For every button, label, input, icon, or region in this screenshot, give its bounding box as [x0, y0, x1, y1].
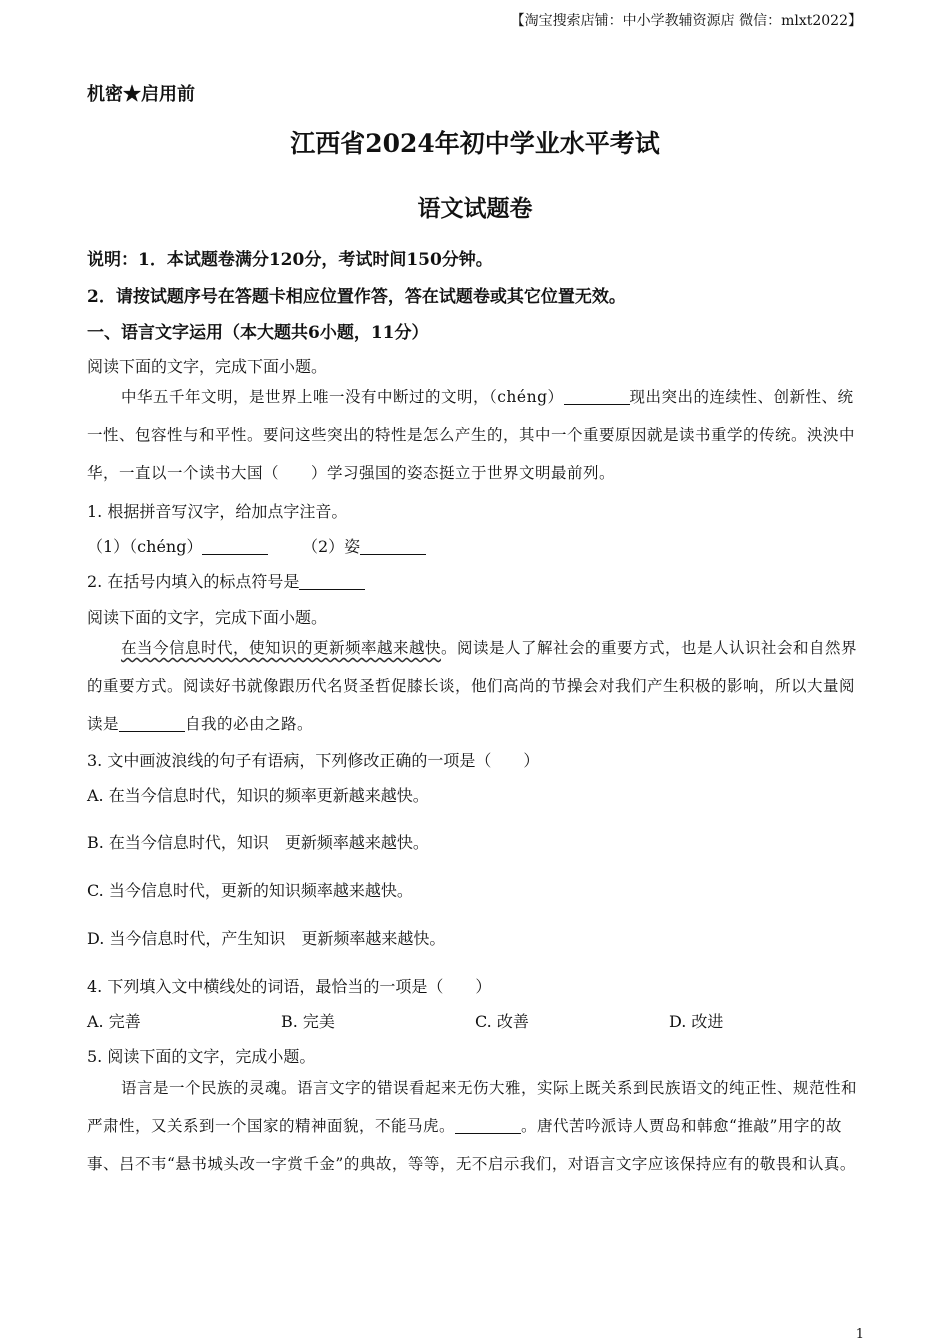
passage-1-part-a: 中华五千年文明，是世界上唯一没有中断过的文明，（chéng） [121, 388, 564, 406]
passage-2-part-b: 自我的必由之路。 [185, 715, 314, 733]
question-4-option-b: B. 完美 [281, 1012, 335, 1031]
question-3-option-a: A. 在当今信息时代，知识的频率更新越来越快。 [87, 786, 429, 805]
passage-1 [87, 378, 859, 492]
page-number: 1 [855, 1327, 864, 1342]
instruction-2: 阅读下面的文字，完成下面小题。 [87, 608, 328, 627]
question-1-item-2-label: （2）姿 [302, 537, 361, 556]
question-3-option-b: B. 在当今信息时代，知识 更新频率越来越快。 [87, 833, 429, 852]
note-1: 说明：1．本试题卷满分120分，考试时间150分钟。 [87, 250, 493, 270]
note-2: 2．请按试题序号在答题卡相应位置作答，答在试题卷或其它位置无效。 [87, 287, 626, 307]
header-note: 【淘宝搜索店铺：中小学教辅资源店 微信：mlxt2022】 [510, 13, 862, 29]
question-1-item-2 [302, 534, 426, 557]
question-1-item-1-blank [202, 538, 268, 555]
passage-1-blank [564, 389, 630, 406]
question-3: 3. 文中画波浪线的句子有语病，下列修改正确的一项是（ ） [87, 751, 540, 770]
exam-subtitle: 语文试题卷 [417, 195, 533, 222]
passage-3-blank [455, 1118, 521, 1135]
passage-2-blank [119, 716, 185, 733]
question-1-item-2-blank [360, 538, 426, 555]
passage-3 [87, 1069, 859, 1183]
section-1-heading: 一、语言文字运用（本大题共6小题，11分） [87, 323, 429, 343]
passage-3-part-b: 。唐代苦吟派诗人贾岛和韩愈“推敲”用字的故事、吕不韦“悬书城头改一字赏千金”的典故，等等，无不启示我们，对语言文字应该保持应有的敬畏和认真。 [87, 1117, 856, 1173]
question-3-option-d: D. 当今信息时代，产生知识 更新频率越来越快。 [87, 929, 446, 948]
question-1-item-1 [87, 534, 268, 557]
passage-2 [87, 629, 859, 743]
question-4-option-c: C. 改善 [475, 1012, 529, 1031]
question-5: 5. 阅读下面的文字，完成小题。 [87, 1047, 316, 1066]
passage-1-part-b: 现出突出的连续性、创新性、统一性、包容性与和平性。要问这些突出的特性是怎么产生的，其中一个重要原因就是读书重学的传统。泱泱中华，一直以一个读书大国（ ）学习强国的姿态挺立于世界文明最前列。 [87, 388, 856, 482]
exam-title: 江西省2024年初中学业水平考试 [290, 129, 660, 158]
passage-3-part-a: 语言是一个民族的灵魂。语言文字的错误看起来无伤大雅，实际上既关系到民族语文的纯正性、规范性和严肃性，又关系到一个国家的精神面貌，不能马虎。 [87, 1079, 858, 1135]
question-2-text: 2. 在括号内填入的标点符号是 [87, 572, 300, 591]
instruction-1: 阅读下面的文字，完成下面小题。 [87, 357, 328, 376]
question-4-option-a: A. 完善 [87, 1012, 141, 1031]
question-1-item-1-label: （1）（chéng） [87, 537, 203, 556]
passage-2-part-a: 。阅读是人了解社会的重要方式，也是人认识社会和自然界的重要方式。阅读好书就像跟历代名贤圣哲促膝长谈，他们高尚的节操会对我们产生积极的影响，所以大量阅读是 [87, 639, 858, 733]
question-2-blank [299, 573, 365, 590]
confidential-label: 机密★启用前 [87, 84, 195, 105]
wavy-underlined-sentence: 在当今信息时代，使知识的更新频率越来越快 [121, 639, 442, 657]
question-2 [87, 569, 365, 592]
question-3-option-c: C. 当今信息时代，更新的知识频率越来越快。 [87, 881, 413, 900]
question-4-option-d: D. 改进 [669, 1012, 724, 1031]
question-4: 4. 下列填入文中横线处的词语，最恰当的一项是（ ） [87, 977, 492, 996]
question-1: 1. 根据拼音写汉字，给加点字注音。 [87, 502, 348, 521]
